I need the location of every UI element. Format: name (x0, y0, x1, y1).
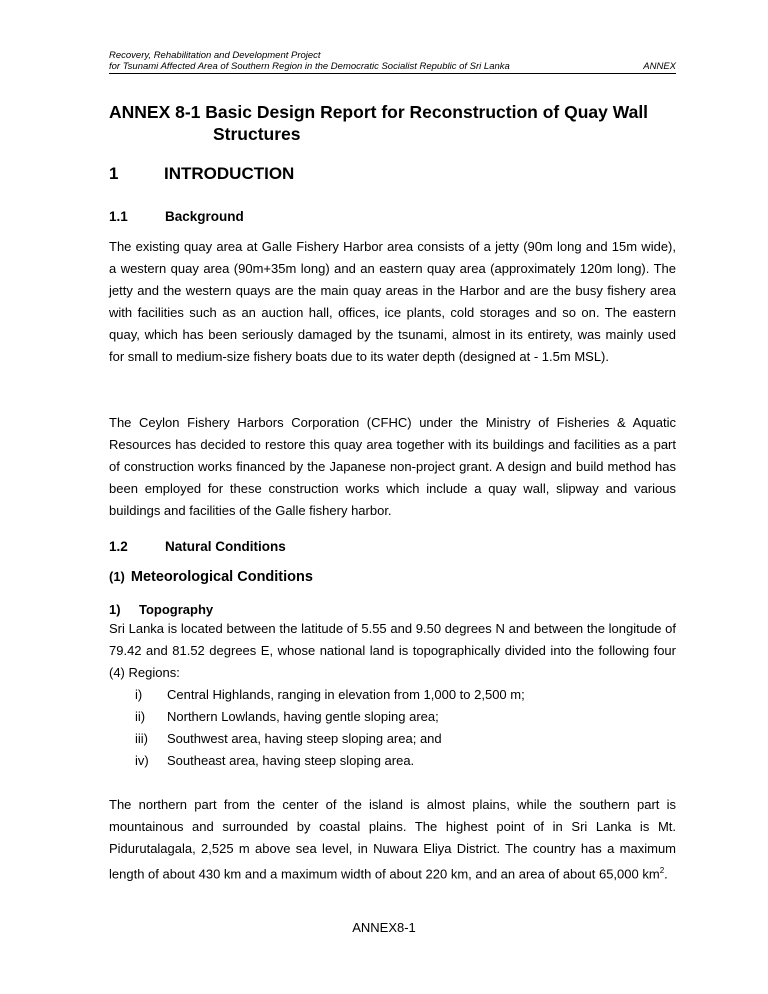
list-item (109, 706, 525, 728)
list-text: Southwest area, having steep sloping area; and (167, 731, 442, 746)
list-item (109, 728, 525, 750)
running-header (109, 50, 676, 72)
section-heading-1-2 (109, 539, 286, 554)
list-marker: iv) (135, 753, 149, 768)
annex-number: ANNEX 8-1 (109, 102, 201, 122)
annex-title (109, 101, 679, 145)
closing-period: . (664, 866, 668, 882)
subsection-title: Meteorological Conditions (130, 569, 313, 585)
header-annex: ANNEX (643, 61, 676, 72)
section-title: Natural Conditions (165, 539, 286, 554)
section-number: 1 (109, 164, 119, 183)
subsection-heading-meteorological (109, 569, 313, 585)
list-text: Southeast area, having steep sloping area. (167, 753, 415, 768)
header-line-2: for Tsunami Affected Area of Southern Region in the Democratic Socialist Republic of Sri Lanka (109, 61, 510, 72)
list-marker: ii) (135, 709, 146, 724)
list-text: Northern Lowlands, having gentle sloping area; (167, 709, 439, 724)
list-item (109, 750, 525, 772)
topography-intro-paragraph: Sri Lanka is located between the latitude of 5.55 and 9.50 degrees N and between the longitude of 79.42 and 81.52 degrees E, whose national land is topographically divided into the following four (4) Regions: (109, 621, 676, 680)
item-heading-topography (109, 602, 213, 617)
section-number: 1.1 (109, 209, 128, 224)
section-title: INTRODUCTION (164, 164, 295, 183)
section-number: 1.2 (109, 539, 128, 554)
list-item (109, 684, 525, 706)
subsection-number: (1) (109, 569, 125, 584)
header-line-1: Recovery, Rehabilitation and Development Project (109, 50, 321, 61)
topography-closing-paragraph (109, 794, 676, 885)
section-heading-1-1 (109, 209, 244, 224)
page-number: ANNEX8-1 (352, 920, 416, 935)
header-rule (109, 73, 676, 74)
list-marker: iii) (135, 731, 148, 746)
item-title: Topography (139, 602, 214, 617)
annex-title-line-2: Structures (213, 124, 301, 144)
item-number: 1) (109, 602, 121, 617)
background-paragraph-1: The existing quay area at Galle Fishery Harbor area consists of a jetty (90m long and 15m wide), a western quay area (90m+35m long) and an eastern quay area (approximately 120m long). The jetty and the western quays are the main quay areas in the Harbor and are the busy fishery area with facilities such as an auction hall, offices, ice plants, cold storages and so on. The eastern quay, which has been seriously damaged by the tsunami, almost in its entirety, was mainly used for small to medium-size fishery boats due to its water depth (designed at - 1.5m MSL). (109, 239, 676, 364)
regions-list (109, 684, 525, 772)
annex-title-line-1: Basic Design Report for Reconstruction of Quay Wall (205, 102, 649, 122)
list-marker: i) (135, 687, 143, 702)
closing-text: The northern part from the center of the island is almost plains, while the southern part is mountainous and surrounded by coastal plains. The highest point of in Sri Lanka is Mt. Pidurutalagala, 2,525 m above sea level, in Nuwara Eliya District. The country has a maximum length of about 430 km and a maximum width of about 220 km, and an area of about 65,000 km (109, 797, 676, 882)
section-title: Background (165, 209, 244, 224)
background-paragraph-2: The Ceylon Fishery Harbors Corporation (CFHC) under the Ministry of Fisheries & Aquatic Resources has decided to restore this quay area together with its buildings and facilities as a part of construction works financed by the Japanese non-project grant. A design and build method has been employed for these construction works which include a quay wall, slipway and various buildings and facilities of the Galle fishery harbor. (109, 415, 676, 518)
list-text: Central Highlands, ranging in elevation from 1,000 to 2,500 m; (167, 687, 525, 702)
section-heading-1 (109, 164, 294, 184)
superscript: 2 (659, 866, 665, 875)
